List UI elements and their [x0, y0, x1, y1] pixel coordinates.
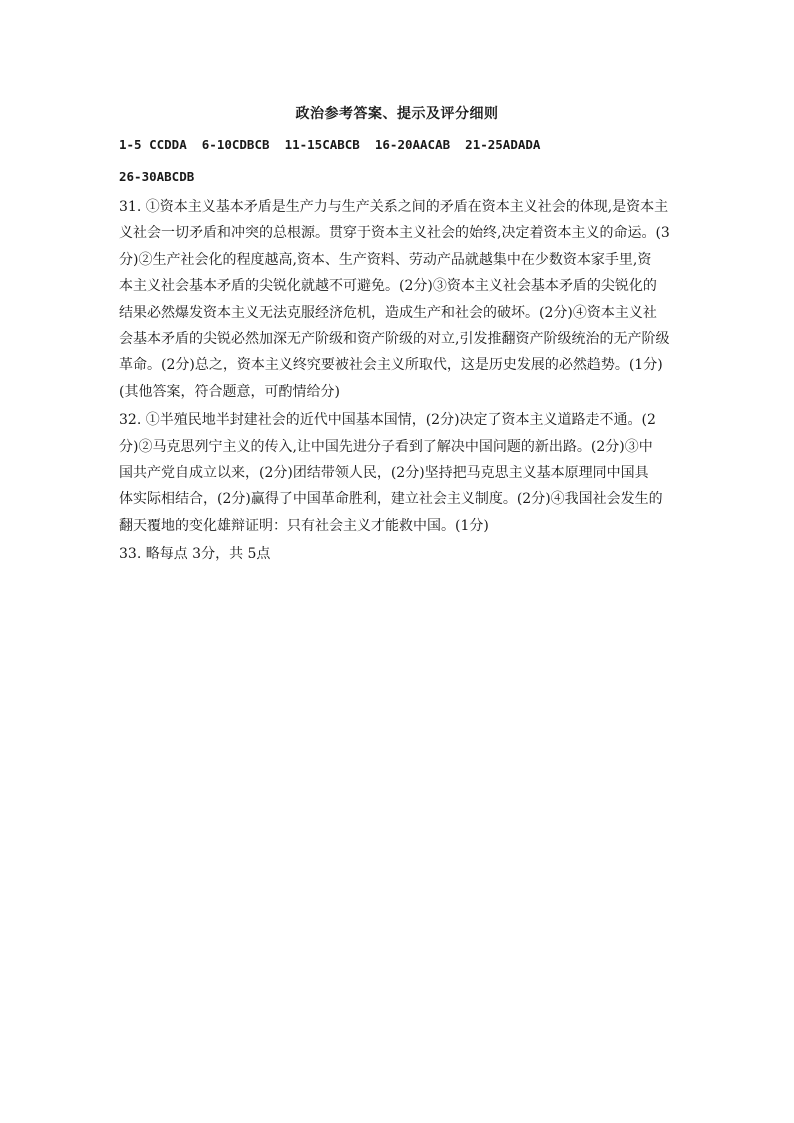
answer-text-line: 33. 略每点 3分，共 5点 — [119, 546, 271, 563]
answer-text-line: 分)②马克思列宁主义的传入,让中国先进分子看到了解决中国问题的新出路。(2分)③中 — [119, 438, 653, 455]
answer-text-line: 体实际相结合，(2分)赢得了中国革命胜利，建立社会主义制度。(2分)④我国社会发生的 — [119, 491, 663, 508]
answer-body — [119, 194, 685, 570]
question-33-answer — [119, 541, 685, 567]
answer-text-line: 32. ①半殖民地半封建社会的近代中国基本国情，(2分)决定了资本主义道路走不通。(2 — [119, 412, 656, 429]
answer-text-line: 国共产党自成立以来，(2分)团结带领人民，(2分)坚持把马克思主义基本原理同中国具 — [119, 465, 649, 482]
answer-text-line: 革命。(2分)总之，资本主义终究要被社会主义所取代，这是历史发展的必然趋势。(1分) — [119, 357, 663, 374]
answer-text-line: 31. ①资本主义基本矛盾是生产力与生产关系之间的矛盾在资本主义社会的体现,是资本主 — [119, 199, 669, 215]
choice-answers-line-2: 26-30ABCDB — [119, 169, 195, 184]
question-31-answer — [119, 194, 685, 405]
answer-text-line: 本主义社会基本矛盾的尖锐化就越不可避免。(2分)③资本主义社会基本矛盾的尖锐化的 — [119, 278, 657, 295]
page-title: 政治参考答案、提示及评分细则 — [295, 106, 499, 122]
answer-text-line: 结果必然爆发资本主义无法克服经济危机，造成生产和社会的破坏。(2分)④资本主义社 — [119, 304, 657, 321]
answer-text-line: 会基本矛盾的尖锐必然加深无产阶级和资产阶级的对立,引发推翻资产阶级统治的无产阶级 — [119, 331, 670, 348]
choice-answers-line-1: 1-5 CCDDA 6-10CDBCB 11-15CABCB 16-20AACAB 21-25ADADA — [119, 137, 541, 152]
answer-text-line: 义社会一切矛盾和冲突的总根源。贯穿于资本主义社会的始终,决定着资本主义的命运。(3 — [119, 225, 670, 242]
question-32-answer — [119, 407, 685, 539]
answer-text-line: 翻天覆地的变化雄辩证明：只有社会主义才能救中国。(1分) — [119, 517, 489, 534]
answer-text-line: (其他答案，符合题意，可酌情给分) — [119, 383, 340, 400]
answer-text-line: 分)②生产社会化的程度越高,资本、生产资料、劳动产品就越集中在少数资本家手里,资 — [119, 251, 652, 268]
